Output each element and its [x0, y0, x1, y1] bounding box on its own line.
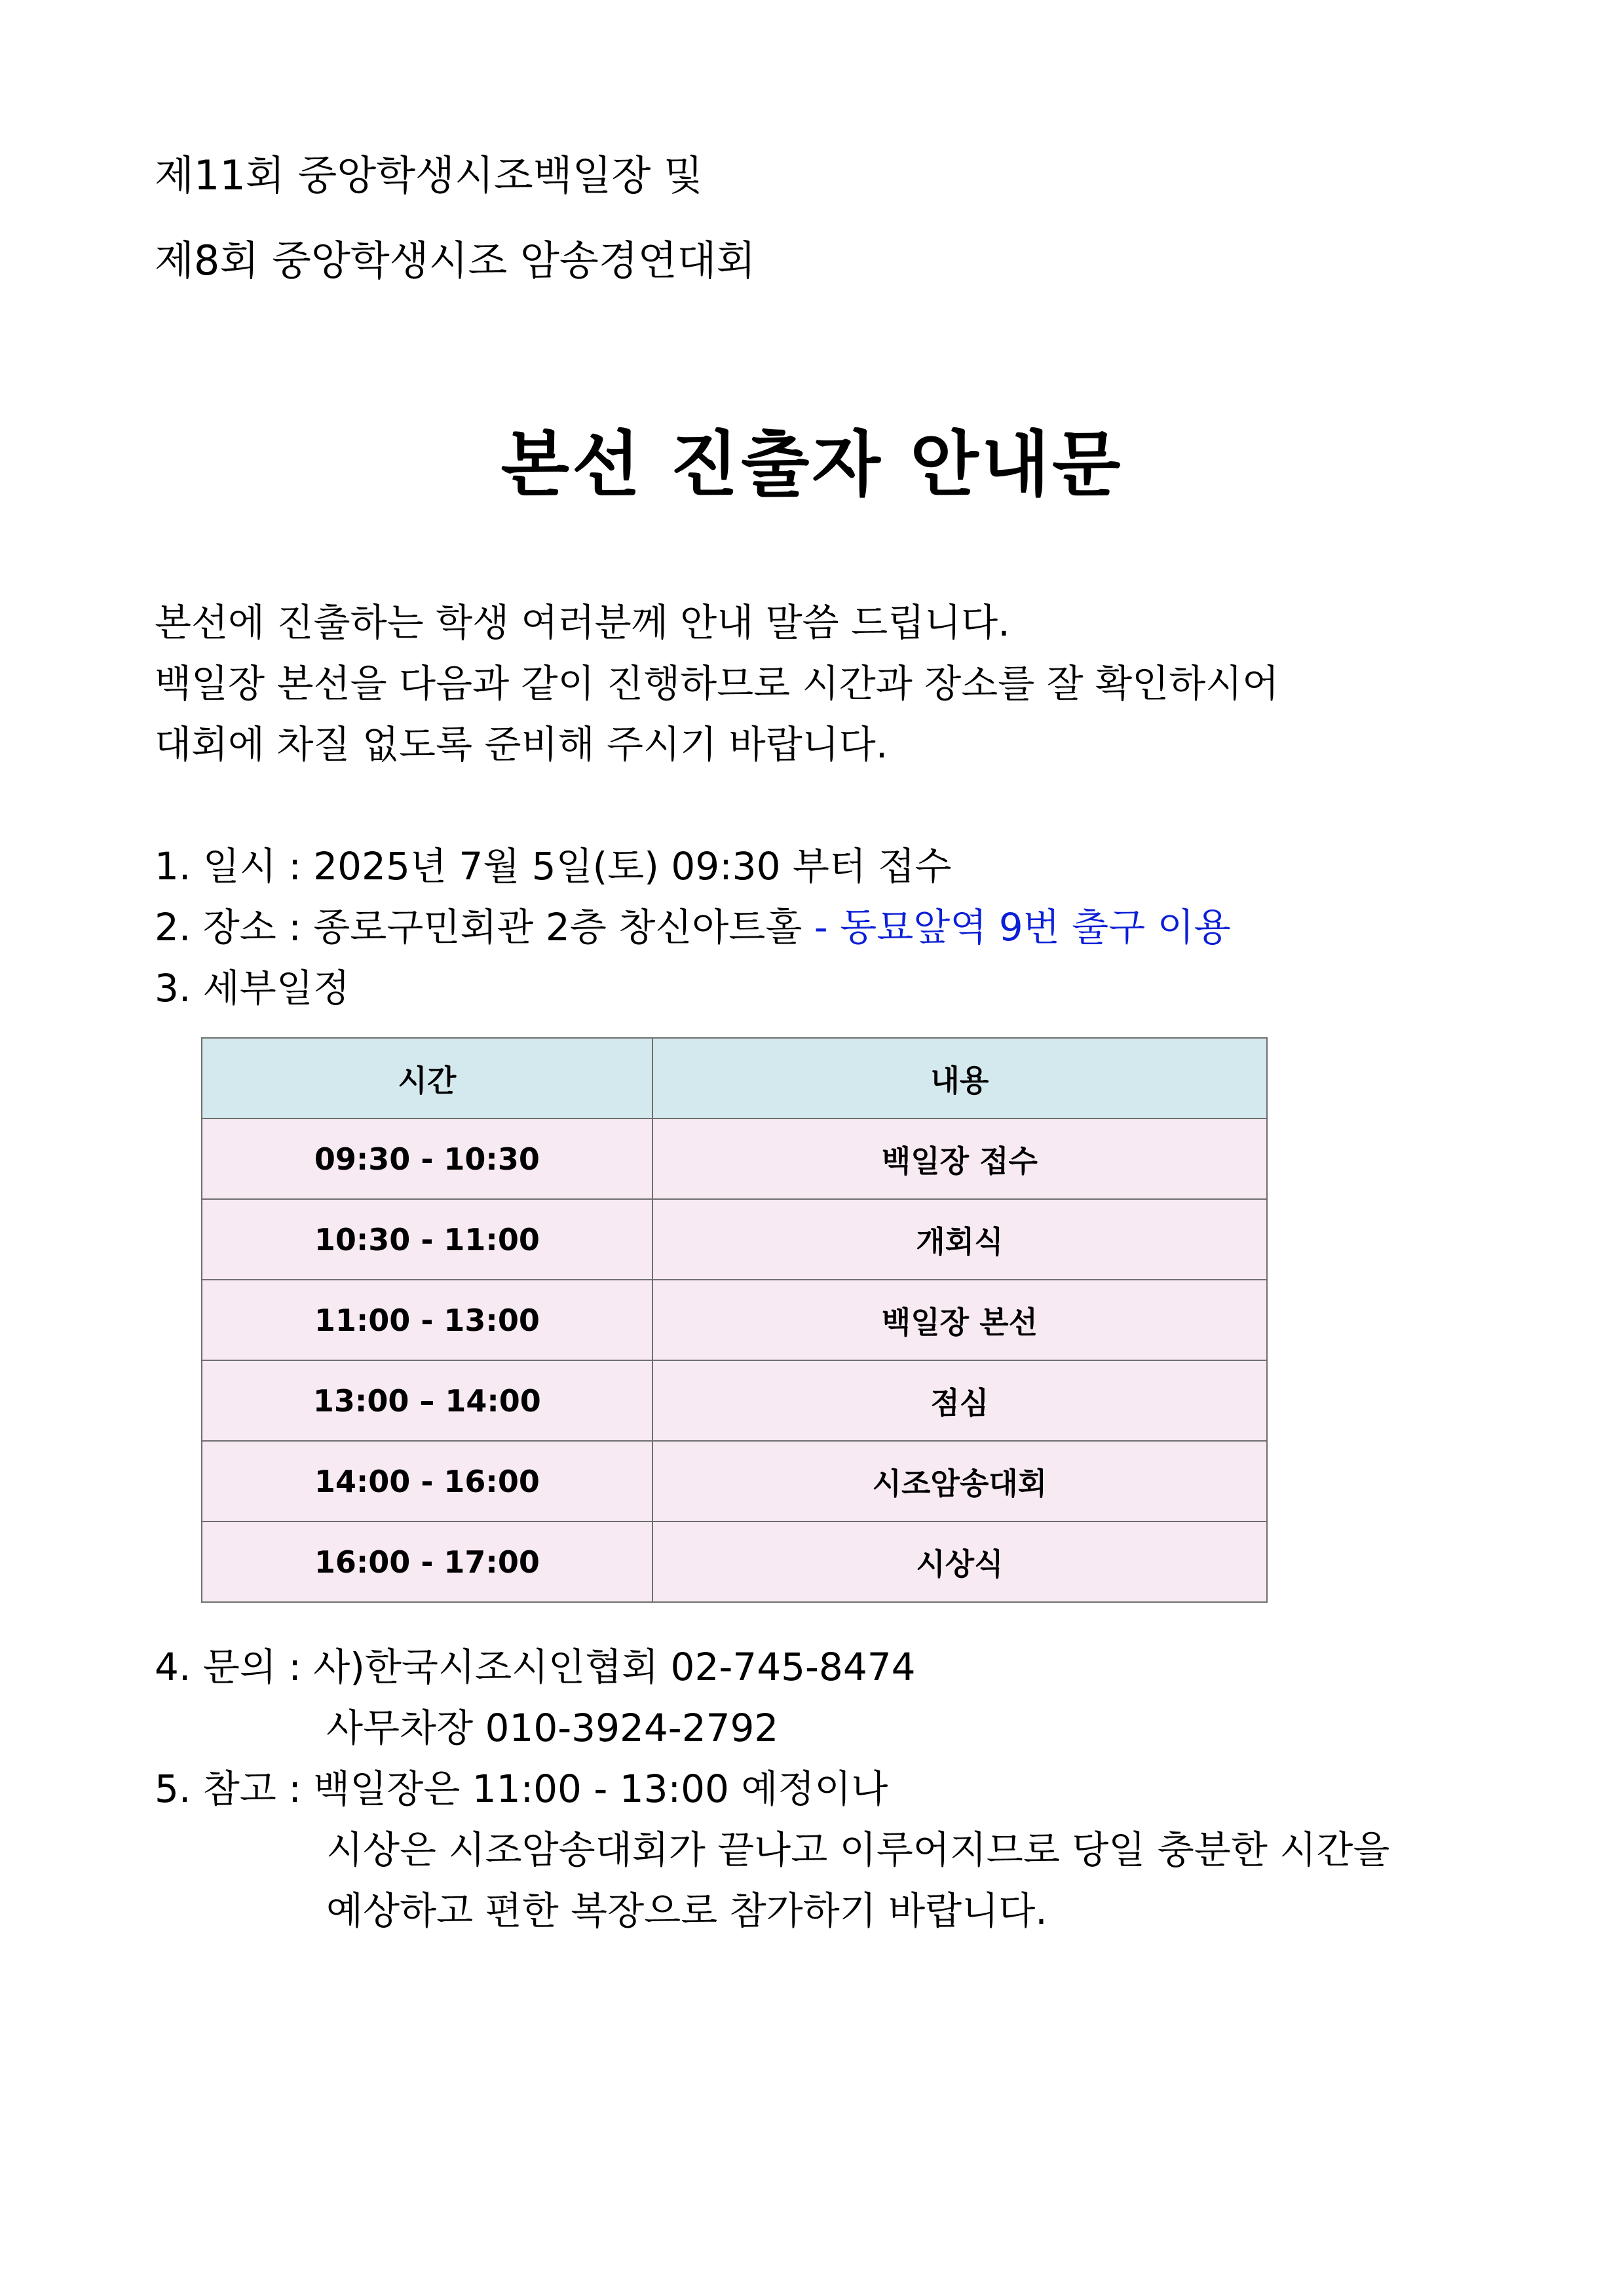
table-row [202, 1199, 1267, 1280]
schedule-time-cell: 13:00 – 14:00 [202, 1360, 652, 1441]
table-row [202, 1360, 1267, 1441]
item-venue [155, 901, 1231, 953]
schedule-time-cell: 09:30 - 10:30 [202, 1119, 652, 1199]
schedule-time-cell: 16:00 - 17:00 [202, 1521, 652, 1602]
item-schedule-heading: 3. 세부일정 [155, 966, 350, 1010]
schedule-content-cell: 시조암송대회 [652, 1441, 1267, 1521]
item-note-3: 예상하고 편한 복장으로 참가하기 바랍니다. [326, 1888, 1048, 1933]
schedule-content-cell: 개회식 [652, 1199, 1267, 1280]
item-contact-2: 사무차장 010-3924-2792 [326, 1706, 779, 1750]
item-note: 5. 참고 : 백일장은 11:00 - 13:00 예정이나 [155, 1767, 888, 1811]
table-row [202, 1280, 1267, 1360]
item-venue-text: 2. 장소 : 종로구민회관 2층 창신아트홀 [155, 905, 814, 949]
item-note-2: 시상은 시조암송대회가 끝나고 이루어지므로 당일 충분한 시간을 [326, 1827, 1390, 1872]
schedule-time-cell: 10:30 - 11:00 [202, 1199, 652, 1280]
schedule-time-cell: 14:00 - 16:00 [202, 1441, 652, 1521]
page-title: 본선 진출자 안내문 [500, 424, 1124, 506]
schedule-header-time: 시간 [202, 1038, 652, 1119]
header-line-1: 제11회 중앙학생시조백일장 및 [155, 151, 704, 199]
item-contact: 4. 문의 : 사)한국시조시인협회 02-745-8474 [155, 1645, 916, 1689]
schedule-content-cell: 시상식 [652, 1521, 1267, 1602]
item-date: 1. 일시 : 2025년 7월 5일(토) 09:30 부터 접수 [155, 844, 952, 889]
schedule-content-cell: 백일장 접수 [652, 1119, 1267, 1199]
table-row [202, 1441, 1267, 1521]
schedule-header-row [202, 1038, 1267, 1119]
intro-line-1: 본선에 진출하는 학생 여러분께 안내 말씀 드립니다. [155, 600, 1010, 645]
table-row [202, 1119, 1267, 1199]
header-line-2: 제8회 중앙학생시조 암송경연대회 [155, 237, 756, 284]
intro-line-2: 백일장 본선을 다음과 같이 진행하므로 시간과 장소를 잘 확인하시어 [155, 661, 1279, 706]
item-venue-note: - 동묘앞역 9번 출구 이용 [814, 905, 1231, 949]
schedule-header-content: 내용 [652, 1038, 1267, 1119]
schedule-time-cell: 11:00 - 13:00 [202, 1280, 652, 1360]
schedule-content-cell: 백일장 본선 [652, 1280, 1267, 1360]
table-row [202, 1521, 1267, 1602]
schedule-content-cell: 점심 [652, 1360, 1267, 1441]
intro-line-3: 대회에 차질 없도록 준비해 주시기 바랍니다. [155, 722, 888, 767]
schedule-table [201, 1037, 1268, 1603]
